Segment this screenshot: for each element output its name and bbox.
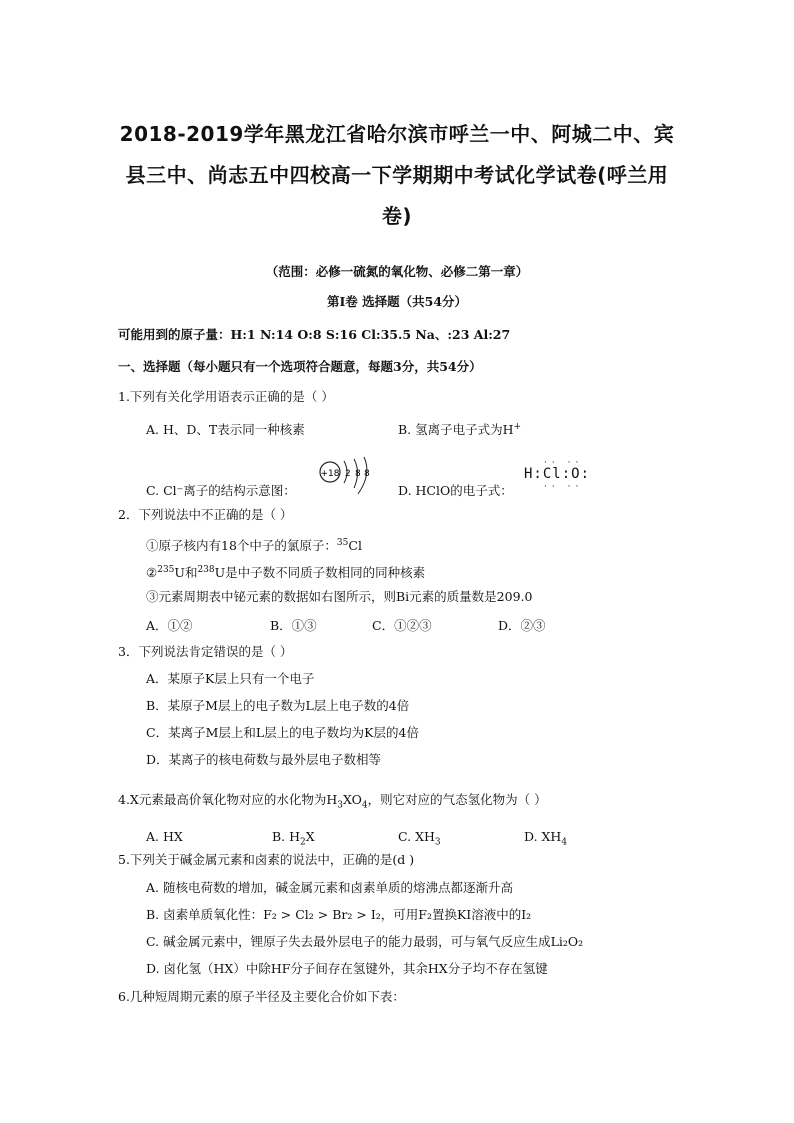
q2-option-a: A．①② [146,618,193,633]
q2-option-d: D．②③ [498,618,546,633]
hclo-formula-text: H:Cl:O: [524,466,591,482]
exam-title [110,114,684,237]
q5-option-b: B. 卤素单质氧化性：F₂ > Cl₂ > Br₂ > I₂，可用F₂置换KI溶液中的I₂ [146,907,532,922]
q3-option-a: A．某原子K层上只有一个电子 [146,671,315,686]
q4-option-c-sub: 3 [434,837,441,848]
q1-option-b-charge: + [513,421,522,432]
q2-option-c: C．①②③ [372,618,432,633]
cl-ion-structure-diagram [318,456,380,498]
q3-stem: 3．下列说法肯定错误的是（ ） [118,644,293,659]
bottom-electron-dots: ·· ·· [544,482,584,492]
q2-statement-2 [146,561,425,582]
q4-option-d-pre: D. XH [524,829,562,844]
q1-option-b [398,420,521,438]
u238-text: U是中子数不同质子数相同的同种核素 [214,565,426,581]
q6-stem: 6.几种短周期元素的原子半径及主要化合价如下表： [118,989,405,1004]
q4-option-d-sub: 4 [561,837,568,848]
q2-stem: 2．下列说法中不正确的是（ ） [118,507,293,522]
exam-scope: （范围：必修一硫氮的氧化物、必修二第一章） [265,264,529,279]
q1-option-a: A. H、D、T表示同一种核素 [146,422,305,437]
cl-symbol: Cl [348,538,362,554]
q3-option-b: B．某原子M层上的电子数为L层上电子数的4倍 [146,698,410,713]
q1-option-c: C. Cl⁻离子的结构示意图： [146,483,296,498]
q4-option-b [272,829,315,848]
q4-stem-mid: XO [342,792,362,807]
title-line-1: 2018-2019学年黑龙江省哈尔滨市呼兰一中、阿城二中、宾 [119,122,675,146]
q4-option-b-sub: 2 [300,837,306,848]
q4-stem [118,791,547,815]
atomic-masses: 可能用到的原子量：H:1 N:14 O:8 S:16 Cl:35.5 Na、:23 Al:27 [118,327,511,342]
section-heading: 一、选择题（每小题只有一个选项符合题意，每题3分，共54分） [118,359,482,374]
q3-option-c: C．某离子M层上和L层上的电子数均为K层的4倍 [146,725,419,740]
shell-count-3: 8 [364,469,370,479]
q1-option-b-text: B. 氢离子电子式为H [398,422,514,437]
hclo-electron-formula [524,458,594,494]
q5-option-a: A. 随核电荷数的增加，碱金属元素和卤素单质的熔沸点都逐渐升高 [146,880,513,895]
q2-statement-2-marker: ② [146,565,158,581]
u238-mass-number: 238 [197,565,215,575]
u235-text: U和 [174,565,198,581]
q4-stem-post: ，则它对应的气态氢化物为（ ） [367,792,547,807]
q4-option-a: A. HX [146,829,183,844]
q1-stem: 1.下列有关化学用语表示正确的是（ ） [118,389,334,404]
volume-heading: 第I卷 选择题（共54分） [326,294,468,309]
shell-count-2: 8 [355,469,361,479]
q4-option-c-pre: C. XH [398,829,435,844]
title-line-2: 县三中、尚志五中四校高一下学期期中考试化学试卷(呼兰用 [125,163,669,187]
q3-option-d: D．某离子的核电荷数与最外层电子数相等 [146,752,382,767]
nucleus-charge: +18 [320,469,340,479]
top-electron-dots: ·· ·· [544,458,584,468]
u235-mass-number: 235 [157,565,175,575]
q2-option-b: B．①③ [270,618,317,633]
q4-stem-pre: 4.X元素最高价氧化物对应的水化物为H [118,792,338,807]
cl-mass-number: 35 [336,538,349,548]
q4-sub-2: 4 [361,800,368,811]
q4-option-b-pre: B. H [272,829,301,844]
q1-option-d: D. HClO的电子式： [398,483,513,498]
q4-option-d [524,829,567,848]
q5-option-d: D. 卤化氢（HX）中除HF分子间存在氢键外，其余HX分子均不存在氢键 [146,961,548,976]
q5-option-c: C. 碱金属元素中，锂原子失去最外层电子的能力最弱，可与氧气反应生成Li₂O₂ [146,934,584,949]
shell-count-1: 2 [345,469,351,479]
q2-statement-1 [146,534,362,555]
title-line-3: 卷) [381,204,413,228]
q4-option-b-post: X [305,829,315,844]
q2-statement-1-text: ①原子核内有18个中子的氯原子： [146,538,337,554]
q4-option-c [398,829,441,848]
q4-sub-1: 3 [337,800,343,811]
q5-stem: 5.下列关于碱金属元素和卤素的说法中，正确的是(d ) [118,852,415,867]
q2-statement-3: ③元素周期表中铋元素的数据如右图所示，则Bi元素的质量数是209.0 [146,589,533,604]
